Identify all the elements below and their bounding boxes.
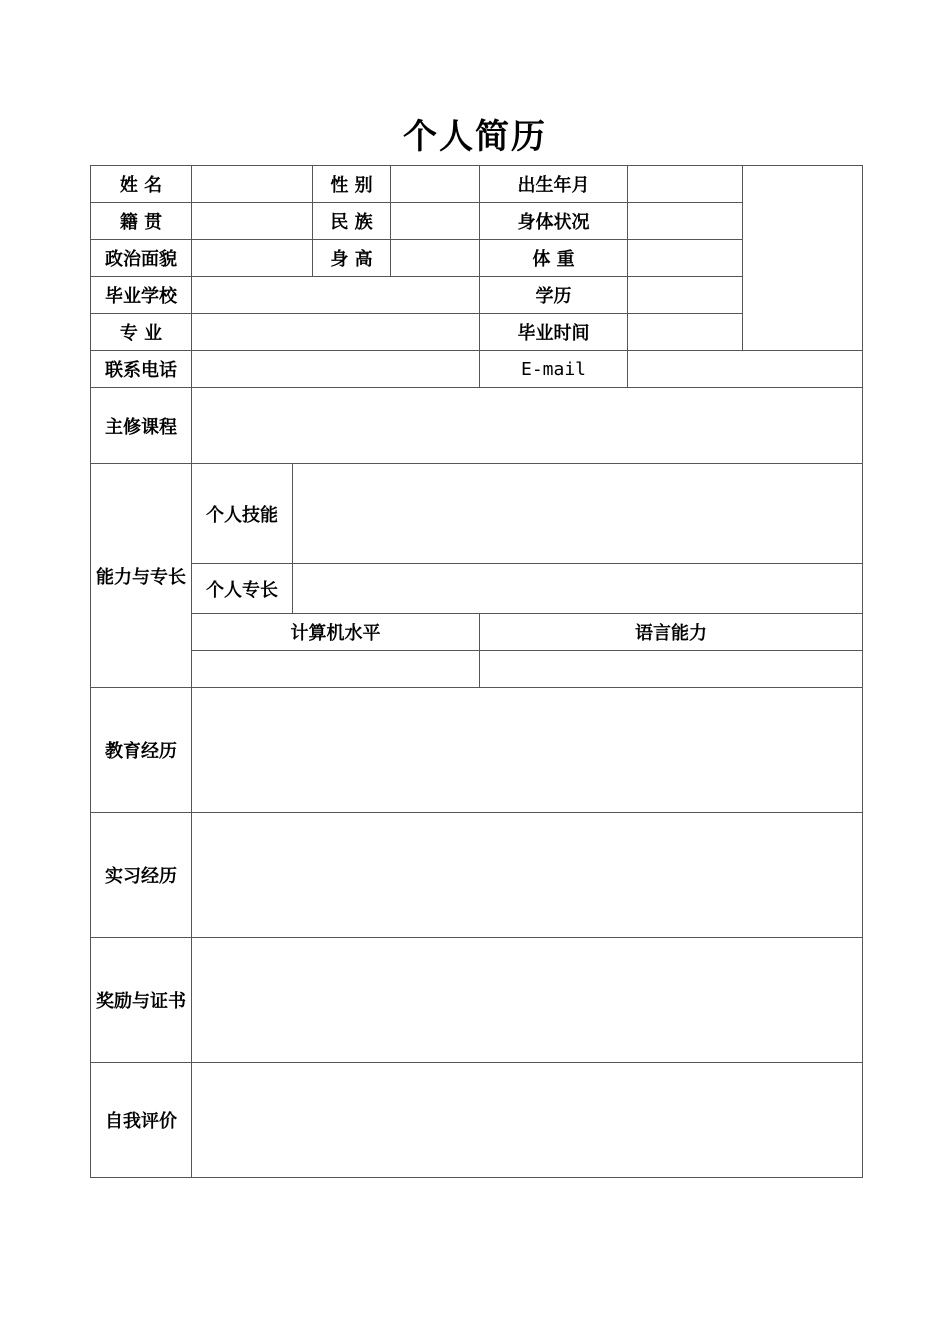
resume-table xyxy=(90,165,863,1178)
internship-field[interactable] xyxy=(192,813,863,938)
gender-label: 性 别 xyxy=(313,166,391,203)
birth-label: 出生年月 xyxy=(480,166,628,203)
awards-field[interactable] xyxy=(192,938,863,1063)
page-title: 个人简历 xyxy=(403,117,547,157)
self-eval-label: 自我评价 xyxy=(91,1063,192,1178)
skills-label: 个人技能 xyxy=(192,464,293,564)
phone-field[interactable] xyxy=(192,351,480,388)
grad-time-field[interactable] xyxy=(628,314,743,351)
language-label: 语言能力 xyxy=(480,614,863,651)
email-label: E-mail xyxy=(480,351,628,388)
school-label: 毕业学校 xyxy=(91,277,192,314)
weight-field[interactable] xyxy=(628,240,743,277)
courses-label: 主修课程 xyxy=(91,388,192,464)
email-field[interactable] xyxy=(628,351,863,388)
native-label: 籍 贯 xyxy=(91,203,192,240)
grad-time-label: 毕业时间 xyxy=(480,314,628,351)
ethnicity-label: 民 族 xyxy=(313,203,391,240)
degree-field[interactable] xyxy=(628,277,743,314)
birth-field[interactable] xyxy=(628,166,743,203)
skills-field[interactable] xyxy=(293,464,863,564)
health-label: 身体状况 xyxy=(480,203,628,240)
major-field[interactable] xyxy=(192,314,480,351)
weight-label: 体 重 xyxy=(480,240,628,277)
language-field[interactable] xyxy=(480,651,863,688)
internship-label: 实习经历 xyxy=(91,813,192,938)
name-label: 姓 名 xyxy=(91,166,192,203)
computer-label: 计算机水平 xyxy=(192,614,480,651)
native-field[interactable] xyxy=(192,203,313,240)
height-label: 身 高 xyxy=(313,240,391,277)
political-label: 政治面貌 xyxy=(91,240,192,277)
awards-label: 奖励与证书 xyxy=(91,938,192,1063)
specialty-field[interactable] xyxy=(293,564,863,614)
major-label: 专 业 xyxy=(91,314,192,351)
education-label: 教育经历 xyxy=(91,688,192,813)
specialty-label: 个人专长 xyxy=(192,564,293,614)
name-field[interactable] xyxy=(192,166,313,203)
courses-field[interactable] xyxy=(192,388,863,464)
gender-field[interactable] xyxy=(391,166,480,203)
school-field[interactable] xyxy=(192,277,480,314)
phone-label: 联系电话 xyxy=(91,351,192,388)
degree-label: 学历 xyxy=(480,277,628,314)
self-eval-field[interactable] xyxy=(192,1063,863,1178)
height-field[interactable] xyxy=(391,240,480,277)
ethnicity-field[interactable] xyxy=(391,203,480,240)
photo-box[interactable] xyxy=(743,166,863,351)
education-field[interactable] xyxy=(192,688,863,813)
health-field[interactable] xyxy=(628,203,743,240)
ability-label: 能力与专长 xyxy=(91,464,192,688)
computer-field[interactable] xyxy=(192,651,480,688)
political-field[interactable] xyxy=(192,240,313,277)
